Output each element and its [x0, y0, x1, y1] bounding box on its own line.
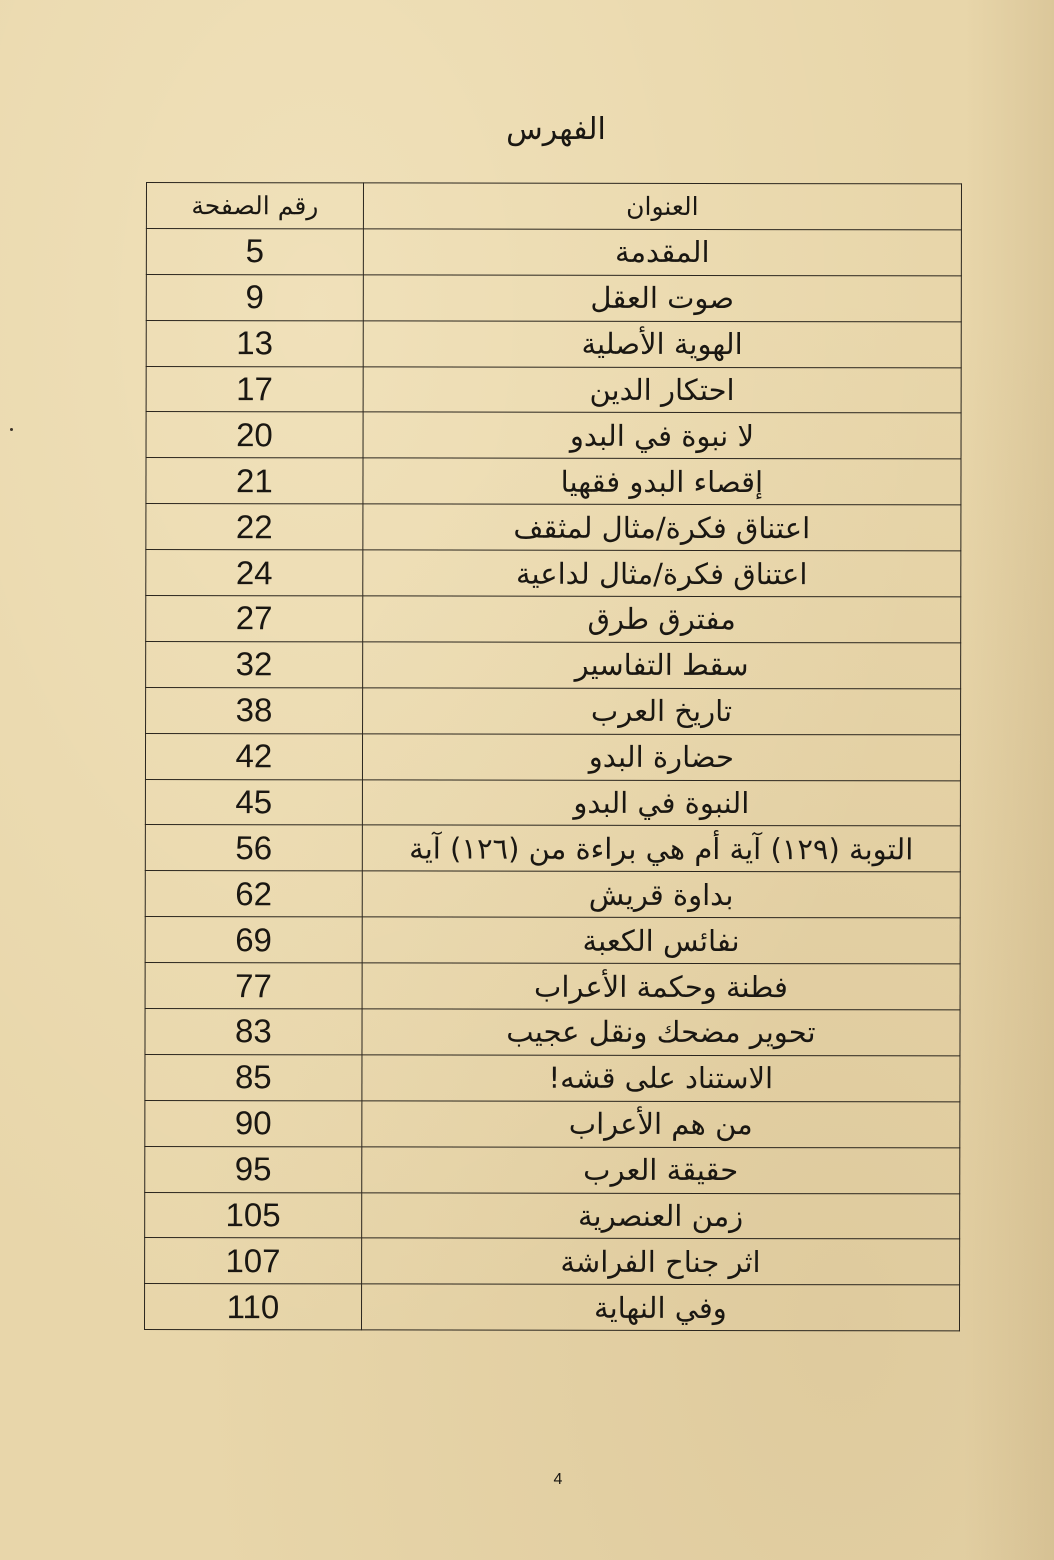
entry-title: حقيقة العرب: [362, 1147, 960, 1194]
table-row: [146, 228, 961, 275]
entry-page-number: 21: [146, 458, 363, 504]
header-title-cell: العنوان: [363, 183, 961, 230]
table-row: [145, 1146, 960, 1193]
table-row: [146, 458, 961, 505]
entry-page-number: 85: [145, 1054, 362, 1100]
table-row: [146, 550, 961, 597]
table-row: [145, 1192, 960, 1239]
entry-title: وفي النهاية: [361, 1284, 959, 1331]
entry-title: سقط التفاسير: [362, 642, 960, 689]
table-row: [145, 1054, 960, 1101]
entry-title: الاستناد على قشه!: [362, 1055, 960, 1102]
page-number: 4: [553, 1471, 563, 1488]
entry-page-number: 42: [145, 733, 362, 779]
table-row: [145, 779, 960, 826]
header-page-cell: رقم الصفحة: [146, 183, 363, 229]
table-row: [146, 412, 961, 459]
entry-page-number: 105: [145, 1192, 362, 1238]
table-row: [145, 1100, 960, 1147]
entry-title: زمن العنصرية: [361, 1192, 959, 1239]
page-edge-shadow: [964, 0, 1054, 1560]
entry-page-number: 110: [144, 1284, 361, 1330]
entry-title: فطنة وحكمة الأعراب: [362, 963, 960, 1010]
entry-page-number: 90: [145, 1100, 362, 1146]
entry-title: احتكار الدين: [363, 366, 961, 413]
table-row: [146, 366, 961, 413]
entry-title: لا نبوة في البدو: [363, 412, 961, 459]
table-row: [146, 596, 961, 643]
entry-title: إقصاء البدو فقهيا: [363, 458, 961, 505]
table-row: [146, 687, 961, 734]
entry-page-number: 17: [146, 366, 363, 412]
entry-page-number: 9: [146, 274, 363, 320]
table-row: [146, 504, 961, 551]
table-row: [145, 733, 960, 780]
table-row: [145, 871, 960, 918]
ink-speck: [10, 428, 13, 431]
entry-title: مفترق طرق: [362, 596, 960, 643]
entry-page-number: 13: [146, 320, 363, 366]
entry-page-number: 32: [146, 641, 363, 687]
entry-page-number: 45: [145, 779, 362, 825]
entry-page-number: 95: [145, 1146, 362, 1192]
table-row: [146, 274, 961, 321]
entry-page-number: 38: [146, 687, 363, 733]
entry-page-number: 5: [146, 228, 363, 274]
entry-title: نفائس الكعبة: [362, 917, 960, 964]
entry-page-number: 69: [145, 917, 362, 963]
entry-title: اثر جناح الفراشة: [361, 1238, 959, 1285]
entry-title: الهوية الأصلية: [363, 321, 961, 368]
entry-title: اعتناق فكرة/مثال لداعية: [363, 550, 961, 597]
entry-page-number: 107: [145, 1238, 362, 1284]
entry-page-number: 83: [145, 1009, 362, 1055]
entry-page-number: 77: [145, 963, 362, 1009]
entry-page-number: 20: [146, 412, 363, 458]
entry-title: النبوة في البدو: [362, 779, 960, 826]
entry-title: اعتناق فكرة/مثال لمثقف: [363, 504, 961, 551]
entry-title: التوبة (١٢٩) آية أم هي براءة من (١٢٦) آية: [362, 825, 960, 872]
entry-title: صوت العقل: [363, 275, 961, 322]
table-row: [145, 963, 960, 1010]
entry-title: من هم الأعراب: [362, 1101, 960, 1148]
entry-title: تحوير مضحك ونقل عجيب: [362, 1009, 960, 1056]
entry-title: حضارة البدو: [362, 734, 960, 781]
entry-title: تاريخ العرب: [362, 688, 960, 735]
table-row: [144, 1284, 959, 1331]
entry-page-number: 22: [146, 504, 363, 550]
entry-page-number: 56: [145, 825, 362, 871]
entry-title: بداوة قريش: [362, 871, 960, 918]
page-title: الفهرس: [506, 112, 606, 147]
table-row: [146, 320, 961, 367]
table-row: [145, 1238, 960, 1285]
table-of-contents: [144, 182, 962, 1332]
table-row: [145, 917, 960, 964]
entry-title: المقدمة: [363, 229, 961, 276]
entry-page-number: 62: [145, 871, 362, 917]
table-row: [145, 825, 960, 872]
table-row: [146, 641, 961, 688]
table-row: [145, 1009, 960, 1056]
table-header-row: [146, 183, 961, 230]
entry-page-number: 27: [146, 596, 363, 642]
entry-page-number: 24: [146, 550, 363, 596]
